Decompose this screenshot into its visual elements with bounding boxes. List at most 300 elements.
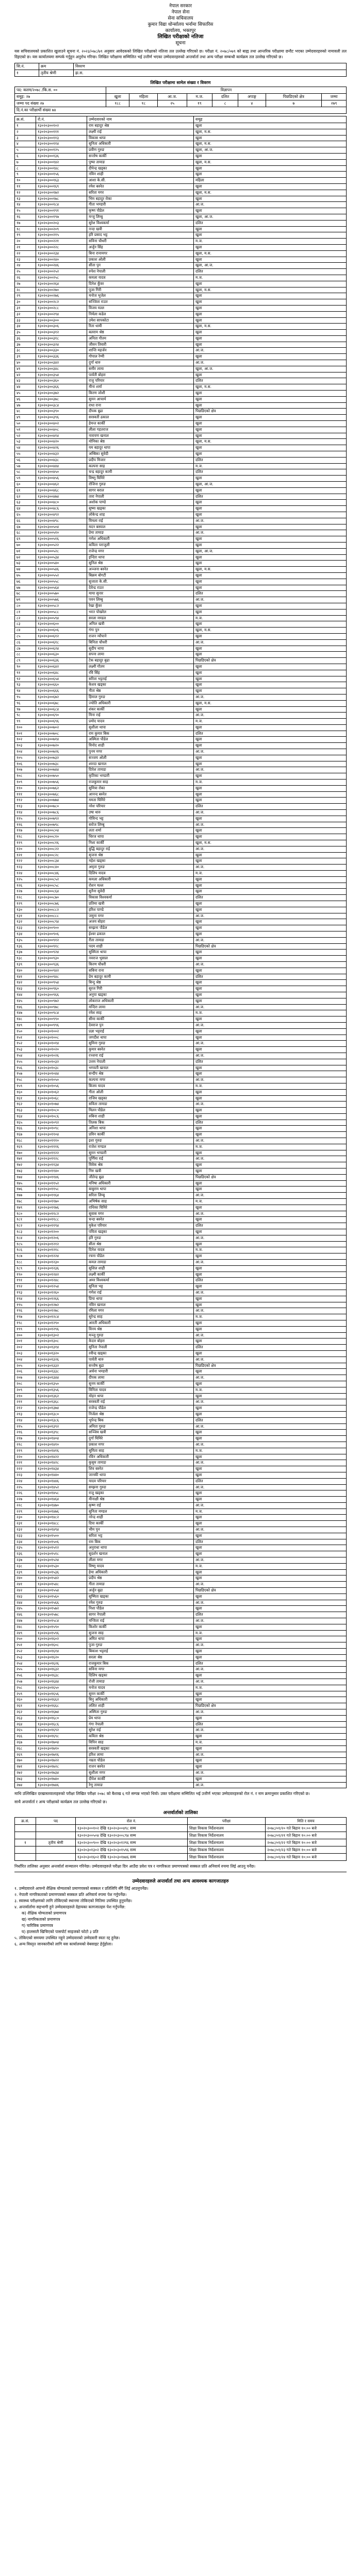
cell-group: दलित (194, 731, 347, 737)
cell-roll: १३०२०३०१६४४ (36, 1679, 87, 1685)
cell-serial: २३० (15, 1515, 36, 1521)
cell-group: आ.ज. (194, 1022, 347, 1028)
cell-serial: १४० (15, 968, 36, 974)
cell-roll: १३०२०३०१७४० (36, 1776, 87, 1782)
cell-roll: १३०२०३०१२०६ (36, 1235, 87, 1241)
cell-name: अर्चना भण्डारी (87, 1369, 194, 1375)
cell-roll: १३०२०३०१५९६ (36, 1630, 87, 1636)
table-row (15, 1223, 347, 1229)
table-row (15, 1509, 347, 1515)
cell-name: मन्जिता राई (87, 1618, 194, 1624)
cell-name: रमेश बस्नेत (87, 183, 194, 190)
cell-group: खुला (194, 798, 347, 804)
cell-roll: १३०२०३०१०४४ (36, 1071, 87, 1077)
table-row (15, 506, 347, 512)
cell-group: खुला (194, 1466, 347, 1472)
cell-roll: १३०२०३००५६४ (36, 585, 87, 591)
cell-group: दलित (194, 804, 347, 810)
cell-group: आ.ज. (194, 749, 347, 755)
cell-group: आ.ज. (194, 846, 347, 852)
cell-roll: १३०२०३०१३८० (36, 1411, 87, 1417)
cell-group: आ.ज. (194, 1752, 347, 1758)
table-row (15, 1612, 347, 1618)
cell-group: खुला (194, 281, 347, 287)
sched-cell-sn (15, 1832, 36, 1839)
cell-group: खुला, म.स. (194, 567, 347, 573)
cell-name: सुनिता अधिकारी (87, 141, 194, 147)
cell-group: आ.ज. (194, 1782, 347, 1788)
sched-cell-exam: शिक्षा विकास निर्देशनालय (188, 1854, 266, 1861)
cell-group: खुला (194, 1715, 347, 1721)
cell-group: खुला, म.स. (194, 700, 347, 706)
cell-name: प्रकाश मगर (87, 1442, 194, 1448)
cell-group: खुला, म.स. (194, 439, 347, 445)
cell-group: खुला (194, 1108, 347, 1114)
cell-roll: १३०२०३००४०२ (36, 421, 87, 427)
schedule-header (15, 1818, 347, 1825)
cell-name: तारा नेपाली (87, 494, 194, 500)
cell-serial: १९९ (15, 1326, 36, 1332)
cell-roll: १३०२०३००९४२ (36, 968, 87, 974)
cell-roll: १३०२०३०११६४ (36, 1193, 87, 1199)
cell-roll: १३०२०३०१५४२ (36, 1575, 87, 1582)
cell-serial: २०३ (15, 1350, 36, 1357)
cell-serial: ११८ (15, 834, 36, 840)
cell-serial: १४८ (15, 1016, 36, 1023)
cell-serial: २५६ (15, 1673, 36, 1679)
cell-name: सुजना साह (87, 1630, 194, 1636)
table-row (15, 1120, 347, 1126)
cell-group: दलित (194, 457, 347, 463)
cell-name: कृष्ण राई (87, 1502, 194, 1509)
cell-serial: १६० (15, 1089, 36, 1095)
cell-serial: ६५ (15, 512, 36, 518)
cell-serial: ७९ (15, 597, 36, 603)
cell-group: खुला, म.स. (194, 324, 347, 330)
cell-name: बिन्दु श्रेष्ठ (87, 980, 194, 986)
table-row (15, 980, 347, 986)
cell-serial: २२३ (15, 1472, 36, 1478)
cell-serial: २१२ (15, 1405, 36, 1412)
cell-serial: २७ (15, 281, 36, 287)
cell-serial: ५४ (15, 445, 36, 451)
table-row (15, 871, 347, 877)
cell-serial: १७३ (15, 1168, 36, 1175)
cell-roll: १३०२०३०१२७२ (36, 1302, 87, 1308)
sched-col-sn: क्र.सं. (15, 1818, 36, 1825)
cell-group: आ.ज. (194, 913, 347, 919)
cell-roll: १३०२०३०१५५४ (36, 1588, 87, 1594)
cell-group: दलित (194, 1278, 347, 1284)
cell-roll: १३०२०३००१६९ (36, 183, 87, 190)
cell-roll: १३०२०३०११९४ (36, 1223, 87, 1229)
table-row (15, 1624, 347, 1630)
cell-group: खुला, म.स. (194, 840, 347, 846)
cell-roll: १३०२०३००९९० (36, 1016, 87, 1023)
cell-group: खुला (194, 828, 347, 834)
cell-group: आ.ज. (194, 1193, 347, 1199)
cell-roll: १३०२०३००६२४ (36, 646, 87, 652)
cell-serial: ७२ (15, 554, 36, 561)
table-row (15, 524, 347, 530)
cell-roll: १३०२०३०१५७८ (36, 1612, 87, 1618)
cell-serial: २२२ (15, 1466, 36, 1472)
table-row (15, 1296, 347, 1302)
table-row (15, 1272, 347, 1278)
cell-serial: ८६ (15, 639, 36, 646)
table-row (15, 682, 347, 688)
cell-serial: ८४ (15, 628, 36, 634)
cell-group: खुला (194, 901, 347, 907)
cell-name: पूजा गिरी (87, 287, 194, 293)
table-row (15, 239, 347, 245)
cell-serial: ४० (15, 360, 36, 366)
table-row (15, 1211, 347, 1217)
table-row (15, 1442, 347, 1448)
cell-roll: १३०२०३००७३८ (36, 761, 87, 767)
cell-serial: २१३ (15, 1411, 36, 1417)
cell-roll: १३०२०३०१०८६ (36, 1113, 87, 1120)
cell-name: पार्वती थारु (87, 1357, 194, 1363)
table-row (15, 1387, 347, 1393)
cell-serial: २६९ (15, 1752, 36, 1758)
cell-roll: १३०२०३०१५४८ (36, 1582, 87, 1588)
cell-roll: १३०२०३००४८० (36, 500, 87, 506)
cell-name: मनिषा अधिकारी (87, 1180, 194, 1187)
cell-group: खुला (194, 931, 347, 937)
cell-serial: १२९ (15, 901, 36, 907)
table-row (15, 572, 347, 579)
cell-name: सरिता भट्टराई (87, 676, 194, 682)
table-row (15, 159, 347, 165)
cell-roll: १३०२०३०१६६८ (36, 1703, 87, 1709)
table-row (15, 1357, 347, 1363)
cell-roll: १३०२०३००१७८ (36, 196, 87, 202)
table-row (15, 1448, 347, 1454)
cell-serial: १५० (15, 1028, 36, 1035)
cell-name: सीता पुन (87, 263, 194, 269)
cell-roll: १३०२०३०१२४२ (36, 1272, 87, 1278)
cell-name: रमेश गुरुङ (87, 1600, 194, 1606)
cell-serial: १७५ (15, 1180, 36, 1187)
cell-group: पिछडिएको क्षेत्र (194, 1174, 347, 1180)
cell-serial: १०५ (15, 755, 36, 761)
table-row (15, 342, 347, 348)
cell-name: अभिषेक साह (87, 1199, 194, 1205)
table-row (15, 950, 347, 956)
table-row (15, 719, 347, 725)
cell-serial: ११५ (15, 816, 36, 822)
cell-name: अनिता गौतम (87, 335, 194, 342)
cell-roll: १३०२०३०१२७८ (36, 1308, 87, 1314)
cell-serial: २६८ (15, 1745, 36, 1752)
cell-roll: १३०२०३००८०४ (36, 828, 87, 834)
cell-roll: १३०२०३०१२१८ (36, 1247, 87, 1253)
table-row (15, 172, 347, 178)
cell-serial: २४३ (15, 1594, 36, 1600)
cell-roll: १३०२०३०१६३२ (36, 1667, 87, 1673)
table-row (15, 1290, 347, 1296)
cell-group: खुला, आ.ज. (194, 366, 347, 372)
table-row (15, 968, 347, 974)
table-row (15, 123, 347, 129)
schedule-row (15, 1846, 347, 1854)
cell-serial: १६८ (15, 1138, 36, 1144)
cell-name: राजकुमार साह (87, 779, 194, 786)
table-row (15, 628, 347, 634)
cell-serial: २२७ (15, 1497, 36, 1503)
cell-group: खुला (194, 834, 347, 840)
cell-roll: १३०२०३०१७१० (36, 1745, 87, 1752)
table-row (15, 1563, 347, 1569)
cell-roll: १३०२०३००८८२ (36, 907, 87, 913)
cell-roll: १३०२०३००५५८ (36, 579, 87, 585)
instructions-title: उम्मेदवारहरुले अन्तर्वार्ता तथा अन्य आवश्यक कागजातहरु (132, 1879, 229, 1885)
table-row (15, 1332, 347, 1338)
cell-name: हरिश लामा (87, 1752, 194, 1758)
cell-name: प्रतिमा खत्री (87, 901, 194, 907)
result-note-1: माथि उल्लिखित दरखास्तवालाहरुको परीक्षा लिखित परीक्षा २०७८ को बैशाख ६ गते सम्पन्न भएको थियो। उक्त परीक्षामा सम्मिलित भई उत्तीर्ण भएका उम्मेदवारहरुको रोल नं. र नाम क्रमानुसार प्रकाशित गरिएको छ। (14, 1791, 310, 1797)
cell-name: लता शर्मा (87, 828, 194, 834)
table-row (15, 1502, 347, 1509)
cell-serial: ३७ (15, 342, 36, 348)
cell-group: खुला (194, 402, 347, 409)
cell-roll: १३०२०३०११७६ (36, 1205, 87, 1211)
cell-name: अनिशा थापा (87, 1126, 194, 1132)
table-row (15, 749, 347, 755)
cell-roll: १३०२०३००४५० (36, 469, 87, 476)
cell-serial: २०० (15, 1332, 36, 1338)
cell-group: खुला, म.स. (194, 129, 347, 135)
cell-roll: १३०२०३०१४३४ (36, 1466, 87, 1472)
cell-group: खुला (194, 1187, 347, 1193)
cell-serial: १८८ (15, 1260, 36, 1266)
cell-group: दलित (194, 1478, 347, 1484)
cell-group: खुला (194, 1047, 347, 1053)
cell-name: राम बिक (87, 1539, 194, 1545)
table-row (15, 1515, 347, 1521)
vacancy-r1-5: ८ (212, 100, 238, 107)
post-table-row (15, 70, 347, 77)
table-row (15, 1138, 347, 1144)
table-row (15, 1260, 347, 1266)
cell-roll: १३०२०३००९०६ (36, 931, 87, 937)
cell-serial: १८ (15, 226, 36, 232)
cell-serial: १५५ (15, 1059, 36, 1065)
cell-name: बिना रानामगर (87, 250, 194, 257)
table-row (15, 670, 347, 676)
cell-roll: १३०२०३००२२१ (36, 239, 87, 245)
cell-roll: १३०२०३००५४६ (36, 567, 87, 573)
table-row (15, 1047, 347, 1053)
table-row (15, 287, 347, 293)
cell-group: खुला (194, 998, 347, 1004)
cell-name: मोनिका श्रेष्ठ (87, 439, 194, 445)
cell-roll: १३०२०३०१२३० (36, 1260, 87, 1266)
cell-serial: २० (15, 239, 36, 245)
table-row (15, 1697, 347, 1703)
cell-name: सरस्वती खड्का (87, 1745, 194, 1752)
cell-name: रुबिना शाही (87, 1113, 194, 1120)
cell-name: भुपेन्द्र बिक (87, 1417, 194, 1423)
cell-group: खुला (194, 1113, 347, 1120)
table-row (15, 1673, 347, 1679)
table-row (15, 1776, 347, 1782)
cell-roll: १३०२०३०१६६२ (36, 1697, 87, 1703)
cell-group: खुला, आ.ज. (194, 548, 347, 554)
cell-serial: १११ (15, 791, 36, 798)
cell-roll: १३०२०३०१३४४ (36, 1375, 87, 1381)
cell-roll: १३०२०३००९४८ (36, 974, 87, 980)
cell-name: रिता धामी (87, 324, 194, 330)
cell-roll: १३०२०३००६३६ (36, 658, 87, 664)
table-row (15, 1497, 347, 1503)
cell-roll: १३०२०३०१७३४ (36, 1770, 87, 1776)
table-row (15, 275, 347, 281)
cell-name: गणेश अधिकारी (87, 536, 194, 543)
cell-roll: १३०२०३०१२६० (36, 1290, 87, 1296)
cell-group: खुला (194, 992, 347, 998)
cell-roll: १३०२०३००९८४ (36, 1010, 87, 1016)
cell-serial: १५७ (15, 1071, 36, 1077)
cell-roll: १३०२०३०११२८ (36, 1156, 87, 1162)
cell-roll: १३०२०३००८४० (36, 865, 87, 871)
cell-roll: १३०२०३००६७८ (36, 700, 87, 706)
cell-roll: १३०२०३००१५६ (36, 172, 87, 178)
cell-name: रवि सिंह (87, 670, 194, 676)
cell-name: अनुराधा थापा (87, 1545, 194, 1551)
table-row (15, 986, 347, 992)
cell-serial: १६१ (15, 1095, 36, 1101)
table-row (15, 615, 347, 621)
table-row (15, 822, 347, 828)
cell-roll: १३०२०३००१३६ (36, 153, 87, 159)
cell-name: सुनम कार्की (87, 1381, 194, 1387)
table-row (15, 646, 347, 652)
cell-name: दीपक बुढा (87, 409, 194, 415)
cell-name: देवेन्द्र राउत (87, 585, 194, 591)
cell-name: प्रज्ञा भट्टराई (87, 1028, 194, 1035)
cell-serial: ५ (15, 147, 36, 154)
cell-name: उमेश सापकोटा (87, 317, 194, 324)
cell-roll: १३०२०३०१२१२ (36, 1241, 87, 1247)
cell-group: खुला (194, 1436, 347, 1442)
cell-name: केशव खड्का (87, 682, 194, 688)
cell-group: खुला (194, 785, 347, 791)
cell-group: आ.ज. (194, 1527, 347, 1533)
cell-group: खुला (194, 816, 347, 822)
cell-group: खुला (194, 852, 347, 858)
cell-serial: ७३ (15, 561, 36, 567)
cell-group: खुला (194, 183, 347, 190)
instruction-item: ६. अन्य विस्तृत जानकारीको लागि यस कार्यालयको वेबसाइट हेर्नुहोला। (14, 1942, 113, 1947)
cell-name: लक्ष्मी कार्की (87, 1272, 194, 1278)
table-row (15, 1582, 347, 1588)
cell-name: शिव बस्नेत (87, 1466, 194, 1472)
cell-serial: ११२ (15, 798, 36, 804)
cell-serial: ६३ (15, 500, 36, 506)
table-row (15, 1727, 347, 1734)
cell-serial: १४६ (15, 1004, 36, 1010)
cell-serial: १३० (15, 907, 36, 913)
cell-serial: १३९ (15, 961, 36, 968)
table-row (15, 1472, 347, 1478)
cell-roll: १३०२०३०१७४६ (36, 1782, 87, 1788)
table-row (15, 196, 347, 202)
cell-group: खुला (194, 1575, 347, 1582)
table-row (15, 348, 347, 354)
cell-group: दलित (194, 895, 347, 901)
cell-group: खुला (194, 688, 347, 694)
cell-roll: १३०२०३००२०९ (36, 226, 87, 232)
cell-serial: १८२ (15, 1223, 36, 1229)
cell-roll: १३०२०३०१४५२ (36, 1484, 87, 1490)
cell-name: बिनु अधिकारी (87, 1697, 194, 1703)
cell-name: आनन्द बस्नेत (87, 791, 194, 798)
sched-cell-post (36, 1832, 76, 1839)
table-row (15, 1053, 347, 1059)
cell-serial: २६२ (15, 1709, 36, 1715)
cell-group: खुला, म.स. (194, 141, 347, 147)
cell-name: जगदीश थापा (87, 1035, 194, 1041)
cell-serial: ३१ (15, 305, 36, 311)
cell-roll: १३०२०३००८५२ (36, 876, 87, 883)
cell-group: खुला (194, 743, 347, 749)
cell-serial: २४१ (15, 1582, 36, 1588)
table-row (15, 469, 347, 476)
cell-roll: १३०२०३००६०० (36, 621, 87, 628)
cell-name: रेखा कुँवर (87, 603, 194, 609)
table-row (15, 883, 347, 889)
cell-roll: १३०२०३०१६०८ (36, 1642, 87, 1649)
cell-roll: १३०२०३०११८२ (36, 1211, 87, 1217)
cell-roll: १३०२०३००७२० (36, 743, 87, 749)
instruction-item: ४. अन्तर्वार्तामा सहभागी हुने उम्मेदवारहरुले देहायका कागजातहरु पेश गर्नुपर्नेछ: (14, 1905, 126, 1910)
cell-serial: १४९ (15, 1022, 36, 1028)
cell-group: खुला (194, 317, 347, 324)
cell-name: सुशीला थापा (87, 724, 194, 731)
post-col-rank: क्रम (39, 63, 74, 70)
cell-name: ममता घिमिरे (87, 798, 194, 804)
cell-name: गणेश राई (87, 1290, 194, 1296)
cell-group: दलित (194, 269, 347, 275)
table-row (15, 676, 347, 682)
sched-cell-date: २०७८/०१/२४ गते बिहान १०:०० बजे (266, 1854, 347, 1861)
cell-group: आ.ज. (194, 865, 347, 871)
cell-serial: २२४ (15, 1478, 36, 1484)
vacancy-table (14, 87, 347, 114)
table-row (15, 129, 347, 135)
cell-group: खुला (194, 980, 347, 986)
cell-name: सविता तामाङ (87, 1101, 194, 1108)
cell-serial: ७८ (15, 591, 36, 597)
cell-serial: १५६ (15, 1065, 36, 1071)
cell-group: आ.ज. (194, 1357, 347, 1363)
cell-name: दिलिप खड्का (87, 1673, 194, 1679)
cell-name: राधा राना (87, 402, 194, 409)
table-row (15, 585, 347, 591)
cell-serial: २५४ (15, 1660, 36, 1667)
vacancy-r1-1: १८८ (106, 100, 129, 107)
cell-name: पुनम मगर (87, 749, 194, 755)
table-row (15, 658, 347, 664)
table-row (15, 141, 347, 147)
sched-cell-date: २०७८/०१/२३ गते बिहान १०:०० बजे (266, 1846, 347, 1854)
cell-roll: १३०२०३०१४७० (36, 1502, 87, 1509)
cell-roll: १३०२०३००५८८ (36, 609, 87, 615)
table-row (15, 232, 347, 239)
cell-serial: ९१ (15, 670, 36, 676)
